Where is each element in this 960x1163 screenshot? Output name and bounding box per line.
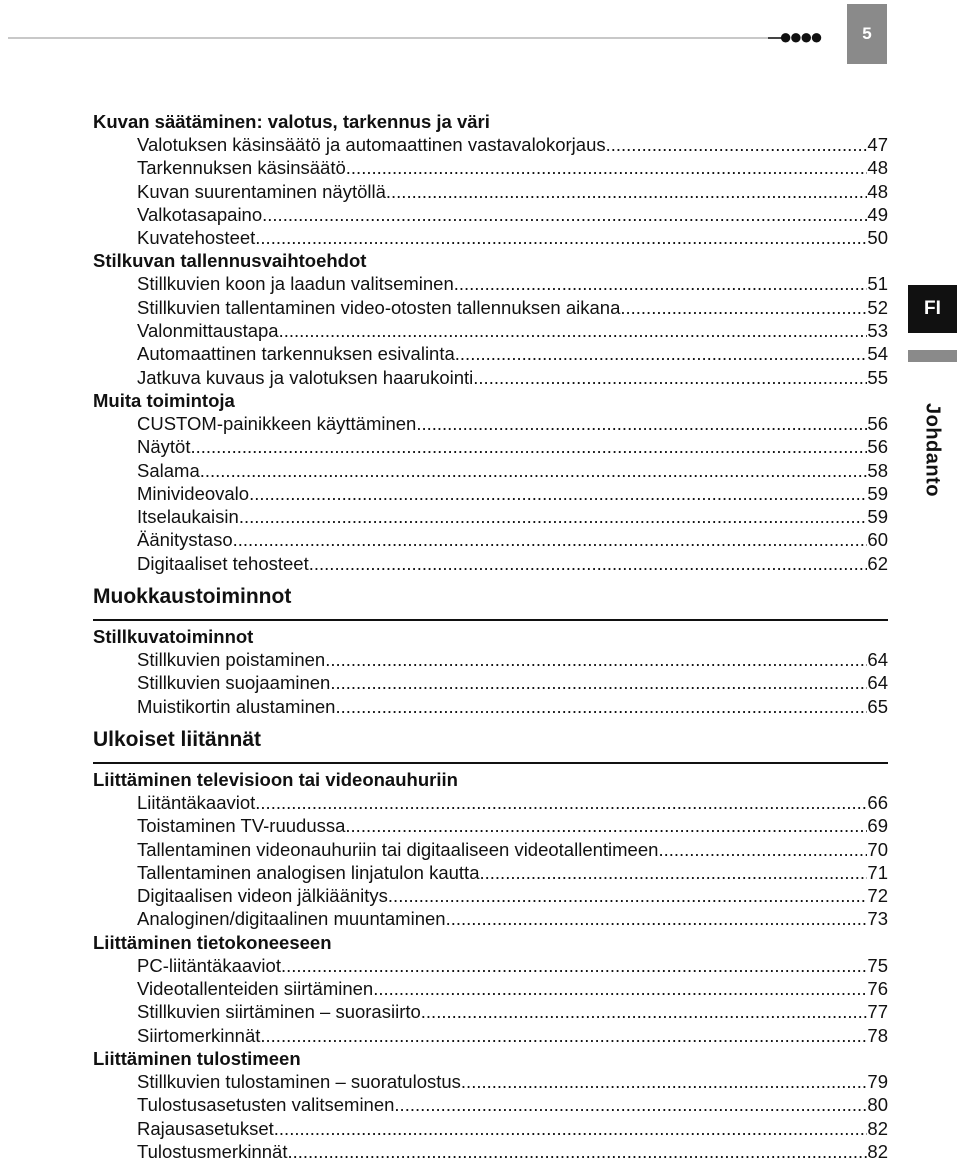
chapter-heading: Ulkoiset liitännät [93, 727, 262, 751]
toc-entry-page: 60 [867, 529, 888, 551]
toc-entry-label: Valotuksen käsinsäätö ja automaattinen vastavalokorjaus [137, 134, 606, 155]
toc-entry[interactable] [137, 977, 888, 1000]
side-marker-bar [908, 350, 957, 362]
toc-entry-page: 51 [867, 273, 888, 295]
header-bullets: ●●●● [779, 24, 821, 49]
dot-leader [606, 133, 868, 156]
dot-leader [239, 505, 868, 528]
toc-entry-page: 54 [867, 343, 888, 365]
toc-entry-page: 56 [867, 436, 888, 458]
toc-entry-label: Tulostusasetusten valitseminen [137, 1094, 395, 1116]
toc-entry-label: Näytöt [137, 436, 191, 458]
toc-entry[interactable] [137, 954, 888, 977]
toc-entry-label: Automaattinen tarkennuksen esivalinta [137, 343, 455, 365]
dot-leader [386, 180, 868, 203]
toc-entry[interactable] [137, 648, 888, 671]
toc-entry[interactable] [137, 133, 888, 156]
toc-entry-page: 59 [867, 506, 888, 528]
dot-leader [620, 296, 867, 319]
toc-entry-label: Siirtomerkinnät [137, 1024, 261, 1046]
dot-leader [658, 838, 867, 861]
toc-entry[interactable] [137, 791, 888, 814]
dot-leader [287, 1140, 867, 1163]
header-rule [8, 37, 768, 39]
toc-entry-label: Stillkuvien poistaminen [137, 649, 326, 671]
dot-leader [394, 1093, 867, 1116]
toc-entry-label: Äänitystaso [137, 529, 233, 551]
toc-entry[interactable] [137, 552, 888, 575]
toc-entry[interactable] [137, 1140, 888, 1163]
toc-entry-label: Stillkuvien tallentaminen video-otosten tallennuksen aikana [137, 296, 621, 318]
dot-leader [279, 319, 868, 342]
toc-entry[interactable] [137, 412, 888, 435]
toc-entry-label: Rajausasetukset [137, 1117, 274, 1139]
dot-leader [416, 412, 867, 435]
toc-entry[interactable] [137, 671, 888, 694]
toc-entry-page: 69 [867, 815, 888, 837]
toc-entry[interactable] [137, 1070, 888, 1093]
toc-entry-page: 65 [867, 695, 888, 717]
toc-entry-label: Minivideovalo [137, 482, 250, 504]
toc-entry-label: Stillkuvien suojaaminen [137, 672, 331, 694]
section-heading: Muita toimintoja [93, 389, 235, 411]
dot-leader [345, 814, 867, 837]
toc-entry-label: Tarkennuksen käsinsäätö [137, 157, 346, 179]
toc-entry-label: Tallentaminen analogisen linjatulon kautta [137, 861, 480, 883]
toc-entry-page: 59 [867, 482, 888, 504]
toc-entry[interactable] [137, 366, 888, 389]
toc-entry-page: 62 [867, 552, 888, 574]
dot-leader [335, 695, 867, 718]
toc-entry-page: 72 [867, 885, 888, 907]
section-heading: Liittäminen tietokoneeseen [93, 931, 332, 953]
toc-entry-label: Stillkuvien koon ja laadun valitseminen [137, 273, 454, 295]
toc-entry-page: 66 [867, 791, 888, 813]
dot-leader [233, 528, 868, 551]
toc-entry-page: 75 [867, 954, 888, 976]
dot-leader [454, 272, 868, 295]
toc-entry-label: Stillkuvien tulostaminen – suoratulostus [137, 1070, 461, 1092]
toc-entry-label: Muistikortin alustaminen [137, 695, 336, 717]
toc-entry-label: Liitäntäkaaviot [137, 791, 256, 813]
toc-entry[interactable] [137, 156, 888, 179]
dot-leader [455, 342, 868, 365]
toc-entry-page: 50 [867, 227, 888, 249]
section-heading: Liittäminen tulostimeen [93, 1047, 301, 1069]
dot-leader [446, 907, 868, 930]
section-heading: Stilkuvan tallennusvaihtoehdot [93, 250, 367, 272]
dot-leader [480, 861, 868, 884]
toc-entry-page: 53 [867, 320, 888, 342]
dot-leader [262, 203, 867, 226]
toc-entry-label: Stillkuvien siirtäminen – suorasiirto [137, 1001, 421, 1023]
section-heading: Kuvan säätäminen: valotus, tarkennus ja väri [93, 111, 490, 132]
toc-entry-page: 70 [867, 838, 888, 860]
toc-entry-label: Valkotasapaino [137, 203, 263, 225]
dot-leader [473, 366, 867, 389]
language-tab: FI [908, 285, 957, 333]
toc-entry-page: 79 [867, 1070, 888, 1092]
dot-leader [461, 1070, 868, 1093]
toc-entry[interactable] [137, 435, 888, 458]
toc-entry-page: 73 [867, 908, 888, 930]
toc-entry-page: 49 [867, 203, 888, 225]
toc-entry-page: 47 [867, 134, 888, 155]
toc-entry-label: Salama [137, 459, 200, 481]
dot-leader [200, 459, 868, 482]
toc-entry[interactable] [137, 272, 888, 295]
dot-leader [274, 1117, 868, 1140]
toc-entry-page: 48 [867, 180, 888, 202]
toc-entry-page: 78 [867, 1024, 888, 1046]
toc-entry[interactable] [137, 226, 888, 249]
toc-entry[interactable] [137, 1000, 888, 1023]
dot-leader [260, 1024, 867, 1047]
table-of-contents [93, 110, 888, 1163]
section-heading: Liittäminen televisioon tai videonauhuriin [93, 768, 458, 790]
toc-entry-page: 58 [867, 459, 888, 481]
toc-entry-page: 56 [867, 412, 888, 434]
toc-entry-label: CUSTOM-painikkeen käyttäminen [137, 412, 417, 434]
toc-entry-label: Kuvatehosteet [137, 227, 256, 249]
toc-entry-page: 48 [867, 157, 888, 179]
toc-entry[interactable] [137, 459, 888, 482]
toc-entry[interactable] [137, 203, 888, 226]
dot-leader [421, 1000, 868, 1023]
toc-entry-label: Itselaukaisin [137, 506, 239, 528]
toc-entry-label: Tulostusmerkinnät [137, 1140, 288, 1162]
dot-leader [190, 435, 867, 458]
toc-entry-label: Digitaaliset tehosteet [137, 552, 309, 574]
toc-entry-label: Toistaminen TV-ruudussa [137, 815, 346, 837]
toc-entry-page: 64 [867, 672, 888, 694]
chapter-heading: Muokkaustoiminnot [93, 585, 292, 609]
toc-entry[interactable] [137, 838, 888, 861]
toc-entry-page: 64 [867, 649, 888, 671]
dot-leader [388, 884, 868, 907]
toc-entry[interactable] [137, 505, 888, 528]
toc-entry-page: 82 [867, 1117, 888, 1139]
toc-entry-label: PC-liitäntäkaaviot [137, 954, 281, 976]
toc-entry[interactable] [137, 814, 888, 837]
toc-entry[interactable] [137, 695, 888, 718]
dot-leader [373, 977, 867, 1000]
dot-leader [281, 954, 867, 977]
toc-entry-page: 55 [867, 366, 888, 388]
toc-entry-page: 52 [867, 296, 888, 318]
dot-leader [330, 671, 867, 694]
toc-entry[interactable] [137, 884, 888, 907]
toc-entry-label: Analoginen/digitaalinen muuntaminen [137, 908, 446, 930]
toc-entry-label: Videotallenteiden siirtäminen [137, 978, 374, 1000]
toc-entry[interactable] [137, 1024, 888, 1047]
toc-entry[interactable] [137, 861, 888, 884]
toc-entry-label: Kuvan suurentaminen näytöllä [137, 180, 386, 202]
toc-entry-label: Valonmittaustapa [137, 320, 279, 342]
toc-entry[interactable] [137, 319, 888, 342]
dot-leader [255, 791, 867, 814]
toc-entry-page: 82 [867, 1140, 888, 1162]
toc-entry[interactable] [137, 482, 888, 505]
section-side-label: Johdanto [922, 403, 944, 497]
toc-entry[interactable] [137, 342, 888, 365]
page-number-tab: 5 [847, 4, 887, 64]
toc-entry-page: 77 [867, 1001, 888, 1023]
toc-entry[interactable] [137, 296, 888, 319]
dot-leader [346, 156, 868, 179]
dot-leader [309, 552, 868, 575]
toc-entry-page: 71 [867, 861, 888, 883]
dot-leader [249, 482, 867, 505]
toc-entry[interactable] [137, 1117, 888, 1140]
toc-entry-page: 76 [867, 978, 888, 1000]
toc-entry[interactable] [137, 180, 888, 203]
section-heading: Stillkuvatoiminnot [93, 626, 254, 648]
toc-entry-page: 80 [867, 1094, 888, 1116]
toc-entry-label: Tallentaminen videonauhuriin tai digitaaliseen videotallentimeen [137, 838, 659, 860]
dot-leader [325, 648, 867, 671]
toc-entry-label: Digitaalisen videon jälkiäänitys [137, 885, 388, 907]
dot-leader [255, 226, 867, 249]
toc-entry[interactable] [137, 907, 888, 930]
toc-entry-label: Jatkuva kuvaus ja valotuksen haarukointi [137, 366, 474, 388]
toc-entry[interactable] [137, 1093, 888, 1116]
toc-entry[interactable] [137, 528, 888, 551]
